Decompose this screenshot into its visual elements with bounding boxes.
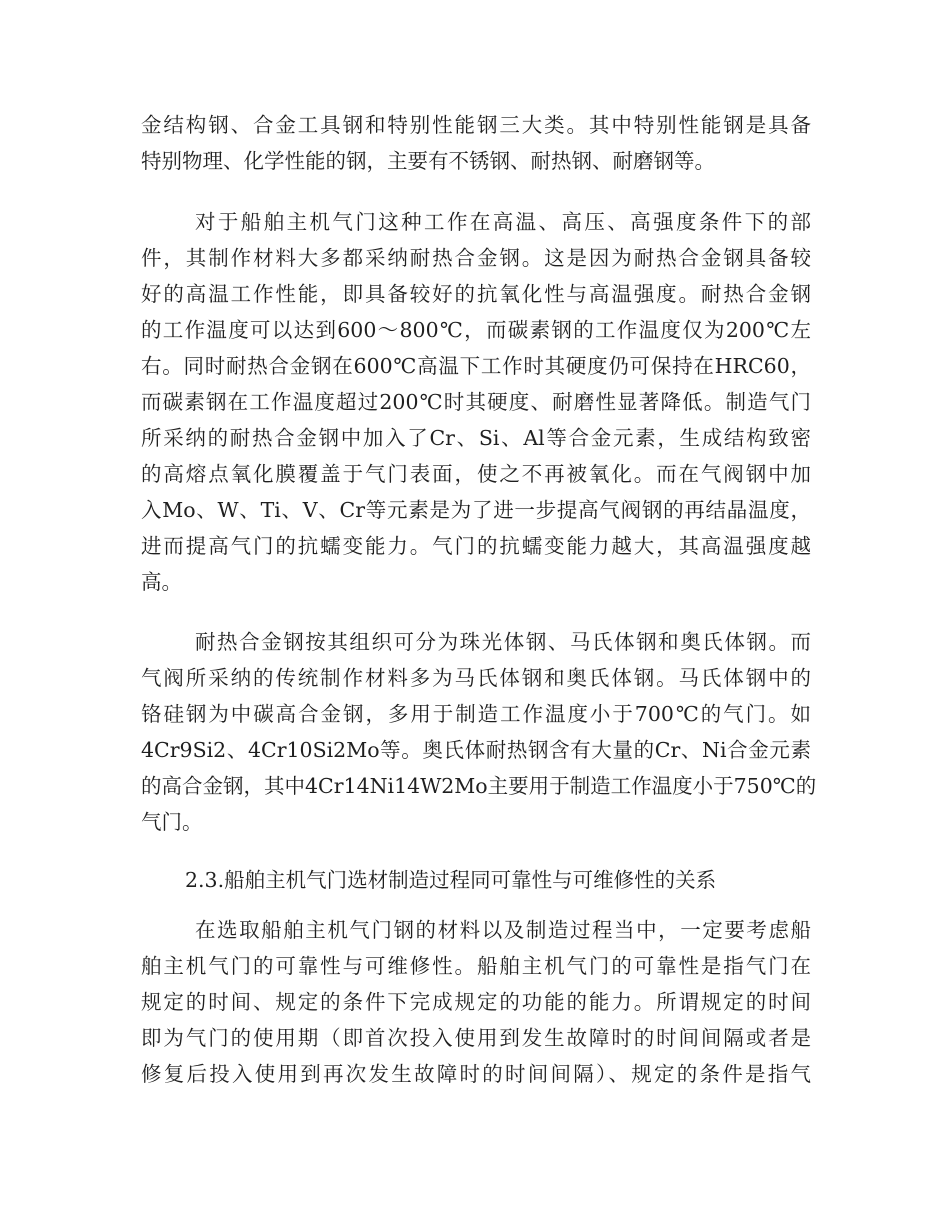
paragraph-2-line-5: 右。同时耐热合金钢在600℃高温下工作时其硬度仍可保持在HRC60，: [141, 354, 811, 378]
paragraph-4-line-2: 舶主机气门的可靠性与可维修性。船舶主机气门的可靠性是指气门在: [141, 954, 811, 978]
paragraph-1-line-2: 特别物理、化学性能的钢，主要有不锈钢、耐热钢、耐磨钢等。: [141, 149, 715, 173]
paragraph-3-line-5: 的高合金钢，其中4Cr14Ni14W2Mo主要用于制造工作温度小于750℃的: [141, 774, 817, 798]
paragraph-2-line-9: 入Mo、W、Ti、V、Cr等元素是为了进一步提高气阀钢的再结晶温度，: [141, 498, 811, 522]
paragraph-3-line-6: 气门。: [141, 810, 203, 834]
paragraph-4-line-3: 规定的时间、规定的条件下完成规定的功能的能力。所谓规定的时间: [141, 990, 811, 1014]
paragraph-2-line-4: 的工作温度可以达到600～800℃，而碳素钢的工作温度仅为200℃左: [141, 318, 811, 342]
paragraph-2-line-8: 的高熔点氧化膜覆盖于气门表面，使之不再被氧化。而在气阀钢中加: [141, 462, 811, 486]
paragraph-2-line-2: 件，其制作材料大多都采纳耐热合金钢。这是因为耐热合金钢具备较: [141, 246, 811, 270]
paragraph-3-line-1: 耐热合金钢按其组织可分为珠光体钢、马氏体钢和奥氏体钢。而: [195, 630, 811, 654]
paragraph-3-line-2: 气阀所采纳的传统制作材料多为马氏体钢和奥氏体钢。马氏体钢中的: [141, 666, 811, 690]
paragraph-3-line-3: 铬硅钢为中碳高合金钢，多用于制造工作温度小于700℃的气门。如: [141, 702, 811, 726]
paragraph-2-line-6: 而碳素钢在工作温度超过200℃时其硬度、耐磨性显著降低。制造气门: [141, 390, 811, 414]
paragraph-2-line-10: 进而提高气门的抗蠕变能力。气门的抗蠕变能力越大，其高温强度越: [141, 534, 811, 558]
paragraph-2-line-1: 对于船舶主机气门这种工作在高温、高压、高强度条件下的部: [195, 210, 811, 234]
paragraph-4-line-5: 修复后投入使用到再次发生故障时的时间间隔）、规定的条件是指气: [141, 1062, 811, 1086]
paragraph-3-line-4: 4Cr9Si2、4Cr10Si2Mo等。奥氏体耐热钢含有大量的Cr、Ni合金元素: [141, 738, 811, 762]
section-heading: 2.3.船舶主机气门选材制造过程同可靠性与可维修性的关系: [185, 868, 717, 892]
paragraph-1-line-1: 金结构钢、合金工具钢和特别性能钢三大类。其中特别性能钢是具备: [141, 113, 811, 137]
paragraph-2-line-3: 好的高温工作性能，即具备较好的抗氧化性与高温强度。耐热合金钢: [141, 282, 811, 306]
paragraph-4-line-1: 在选取船舶主机气门钢的材料以及制造过程当中，一定要考虑船: [195, 918, 811, 942]
paragraph-4-line-4: 即为气门的使用期（即首次投入使用到发生故障时的时间间隔或者是: [141, 1026, 811, 1050]
paragraph-2-line-11: 高。: [141, 570, 182, 594]
paragraph-2-line-7: 所采纳的耐热合金钢中加入了Cr、Si、Al等合金元素，生成结构致密: [141, 426, 811, 450]
